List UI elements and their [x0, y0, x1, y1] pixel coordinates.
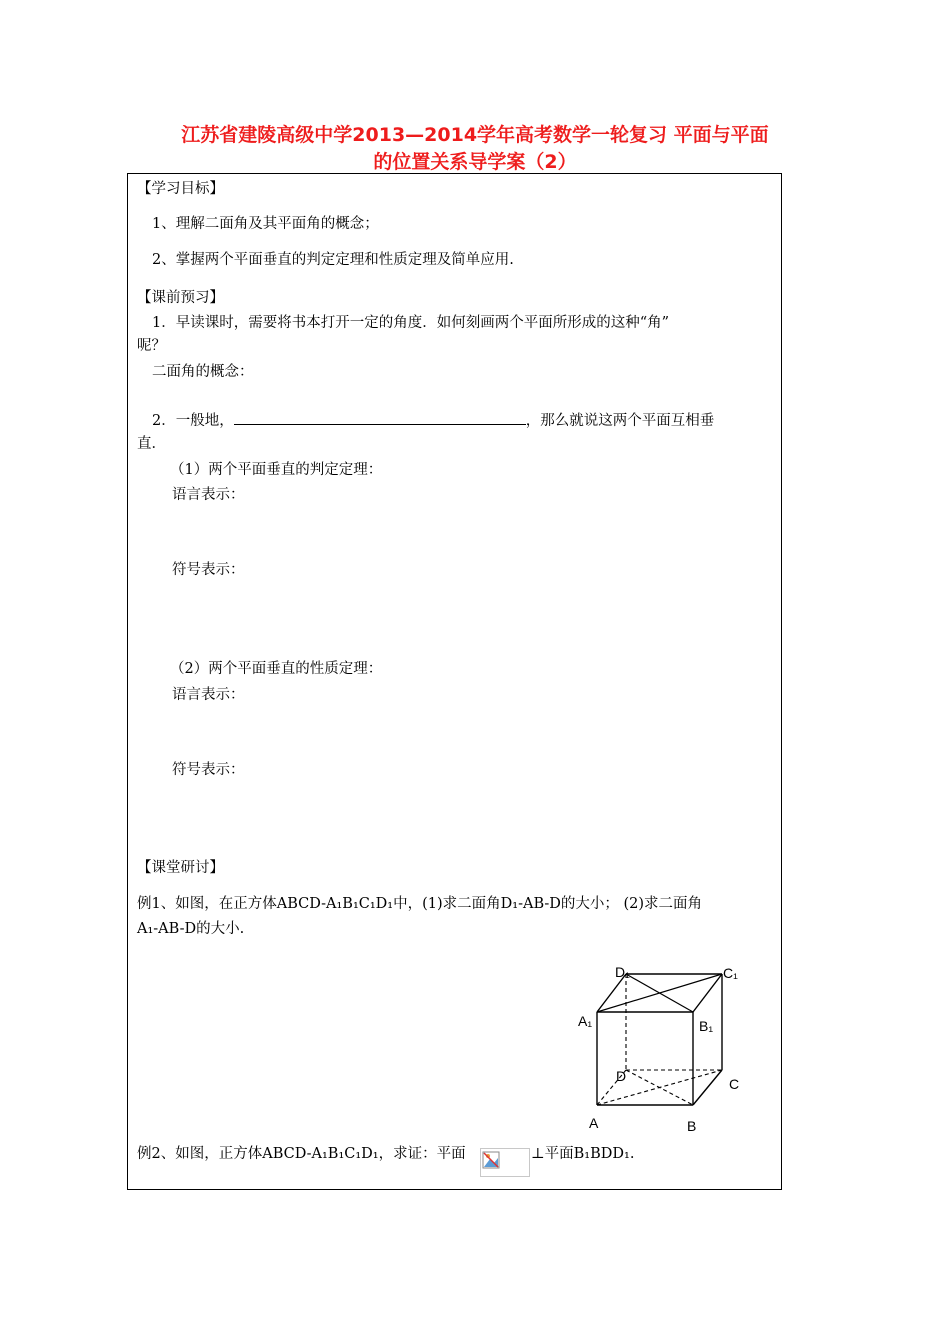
- preview-q2-prefix: 2．一般地，: [152, 413, 234, 429]
- label-b: B: [687, 1118, 697, 1134]
- preview-q1-line2: 呢？: [137, 338, 166, 354]
- label-b1: B₁: [699, 1018, 714, 1034]
- title-line-2: 的位置关系导学案（2）: [373, 151, 577, 173]
- theorem-2-heading: （2）两个平面垂直的性质定理：: [170, 661, 383, 677]
- hidden-diagonal-db: [626, 1070, 693, 1105]
- broken-image-icon: [480, 1148, 530, 1177]
- theorem-1-symbol-label: 符号表示：: [172, 562, 245, 578]
- classroom-heading: 【课堂研讨】: [137, 860, 224, 876]
- label-a: A: [589, 1115, 599, 1131]
- label-d1: D₁: [615, 964, 630, 980]
- label-c1: C₁: [723, 965, 738, 981]
- preview-q2-line2: 直．: [137, 436, 166, 452]
- theorem-1-language-label: 语言表示：: [172, 487, 245, 503]
- label-a1: A₁: [578, 1013, 593, 1029]
- edge-bc: [693, 1070, 722, 1105]
- preview-q1-line1: 1．早读课时，需要将书本打开一定的角度．如何刻画两个平面所形成的这种“角”: [152, 315, 670, 331]
- title-line-1: 江苏省建陵高级中学2013—2014学年高考数学一轮复习 平面与平面: [181, 124, 769, 146]
- document-title: [128, 122, 822, 176]
- theorem-2-symbol-label: 符号表示：: [172, 762, 245, 778]
- theorem-1-heading: （1）两个平面垂直的判定定理：: [170, 462, 383, 478]
- preview-q2-suffix: ，那么就说这两个平面互相垂: [525, 413, 715, 429]
- edge-b1c1: [693, 974, 722, 1012]
- example-2-prefix: 例2、如图，正方体ABCD-A₁B₁C₁D₁，求证：平面: [137, 1146, 466, 1162]
- fill-in-blank[interactable]: [234, 410, 526, 425]
- example-1-line2: A₁-AB-D的大小.: [137, 921, 245, 937]
- example-1-line1: 例1、如图，在正方体ABCD-A₁B₁C₁D₁中，(1)求二面角D₁-AB-D的大小； (2)求二面角: [137, 896, 703, 912]
- goals-heading: 【学习目标】: [137, 181, 224, 197]
- goal-item-1: 1、理解二面角及其平面角的概念；: [152, 216, 379, 232]
- preview-q2-line1: [152, 410, 714, 431]
- example-2-suffix: ⊥平面B₁BDD₁.: [531, 1146, 635, 1162]
- preview-heading: 【课前预习】: [137, 290, 224, 306]
- goal-item-2: 2、掌握两个平面垂直的判定定理和性质定理及简单应用.: [152, 252, 514, 268]
- theorem-2-language-label: 语言表示：: [172, 687, 245, 703]
- label-c: C: [729, 1076, 740, 1092]
- cube-figure: [570, 960, 750, 1140]
- label-d: D: [616, 1068, 627, 1084]
- dihedral-concept-label: 二面角的概念：: [152, 364, 254, 380]
